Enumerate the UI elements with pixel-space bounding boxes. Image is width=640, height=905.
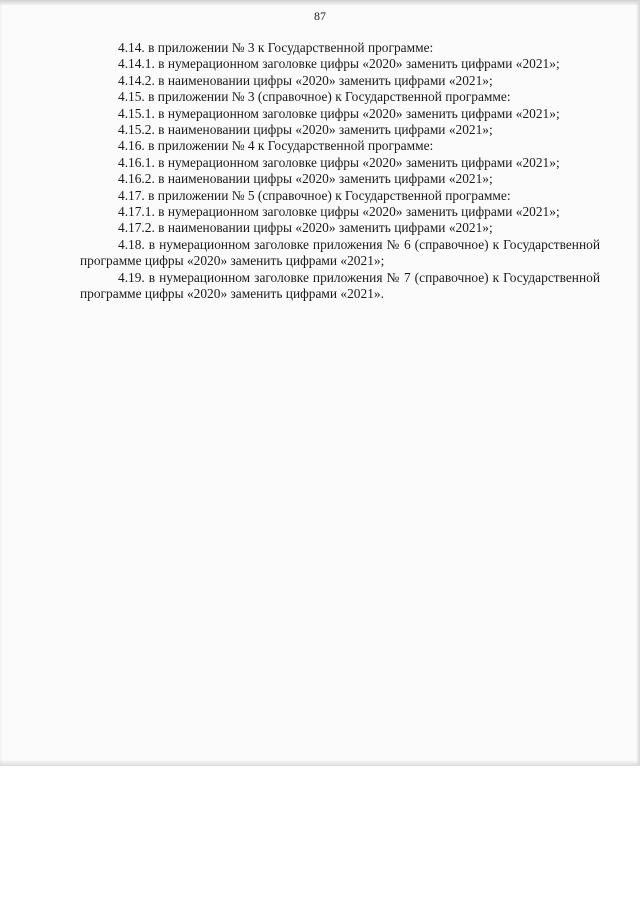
paragraph-4-16-1: 4.16.1. в нумерационном заголовке цифры «2020» заменить цифрами «2021»; [118,154,560,170]
scan-top-edge [0,0,640,6]
paragraph-4-15: 4.15. в приложении № 3 (справочное) к Государственной программе: [118,89,511,105]
paragraph-4-15-2: 4.15.2. в наименовании цифры «2020» заменить цифрами «2021»; [118,122,493,138]
paragraph-4-17: 4.17. в приложении № 5 (справочное) к Государственной программе: [118,187,511,203]
paragraph-4-14: 4.14. в приложении № 3 к Государственной программе: [118,40,434,55]
paragraph-4-14-2: 4.14.2. в наименовании цифры «2020» заменить цифрами «2021»; [118,72,493,88]
paragraph-4-17-2: 4.17.2. в наименовании цифры «2020» заменить цифрами «2021»; [118,220,493,236]
document-body [80,40,600,303]
paragraph-4-14-1: 4.14.1. в нумерационном заголовке цифры «2020» заменить цифрами «2021»; [118,56,560,72]
scan-side-edge [636,0,640,765]
paragraph-4-15-1: 4.15.1. в нумерационном заголовке цифры «2020» заменить цифрами «2021»; [118,105,560,121]
paragraph-4-19: 4.19. в нумерационном заголовке приложения № 7 (справочное) к Государственной программе цифры «2020» заменить цифрами «2021». [80,269,600,302]
paragraph-4-17-1: 4.17.1. в нумерационном заголовке цифры «2020» заменить цифрами «2021»; [118,204,560,220]
page-number: 87 [314,9,326,23]
paragraph-4-16: 4.16. в приложении № 4 к Государственной программе: [118,138,434,154]
paragraph-4-16-2: 4.16.2. в наименовании цифры «2020» заменить цифрами «2021»; [118,171,493,187]
paragraph-4-18: 4.18. в нумерационном заголовке приложения № 6 (справочное) к Государственной программе цифры «2020» заменить цифрами «2021»; [80,236,600,269]
